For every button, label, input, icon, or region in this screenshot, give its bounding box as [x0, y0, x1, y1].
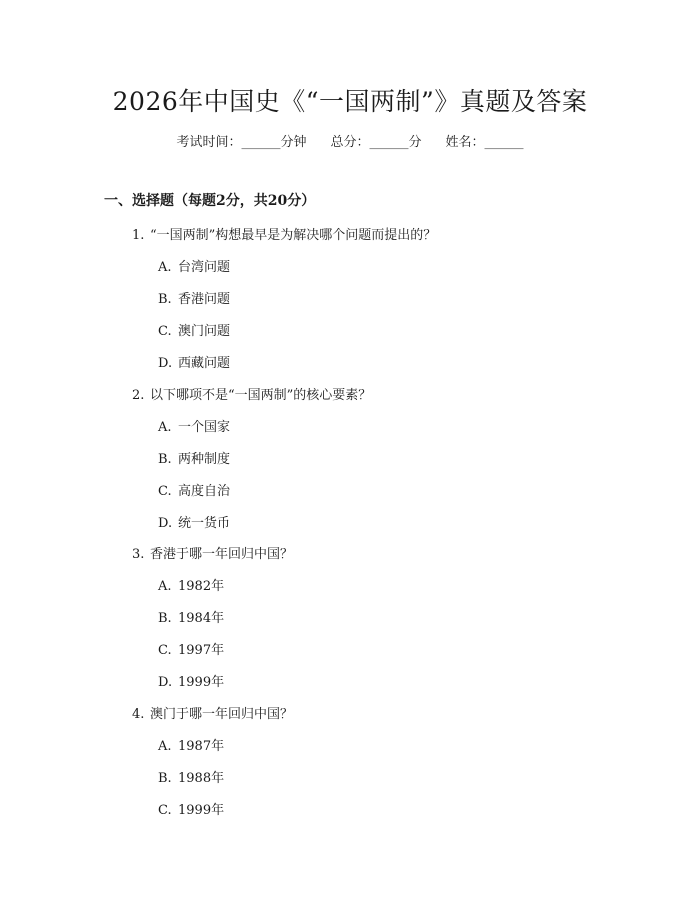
option-text: 1999年: [178, 803, 225, 818]
option-text: 两种制度: [178, 452, 231, 467]
option-1d: [158, 352, 230, 371]
question-number: 1.: [132, 228, 145, 243]
option-1b: [158, 288, 230, 307]
total-score-field: 总分：______分: [330, 135, 422, 150]
option-4b: [158, 767, 224, 786]
question-4: [132, 703, 293, 722]
option-text: 1987年: [178, 739, 225, 754]
question-text: 香港于哪一年回归中国？: [150, 547, 294, 562]
option-1a: [158, 256, 230, 275]
option-text: 台湾问题: [178, 260, 231, 275]
option-text: 香港问题: [178, 292, 231, 307]
option-letter: A.: [158, 579, 172, 594]
question-number: 4.: [132, 707, 145, 722]
option-text: 1982年: [178, 579, 225, 594]
question-1: [132, 224, 436, 243]
option-letter: D.: [158, 516, 173, 531]
option-letter: B.: [158, 771, 172, 786]
option-letter: C.: [158, 484, 172, 499]
question-3: [132, 543, 293, 562]
option-3d: [158, 671, 224, 690]
option-letter: A.: [158, 260, 172, 275]
option-text: 高度自治: [178, 484, 231, 499]
option-text: 统一货币: [178, 516, 231, 531]
option-letter: B.: [158, 292, 172, 307]
option-4a: [158, 735, 224, 754]
question-number: 3.: [132, 547, 145, 562]
option-2b: [158, 448, 230, 467]
option-text: 1999年: [178, 675, 225, 690]
section-heading: 一、选择题（每题2分，共20分）: [104, 193, 316, 209]
page-title: 2026年中国史《“一国两制”》真题及答案: [112, 87, 588, 116]
question-text: 澳门于哪一年回归中国？: [150, 707, 294, 722]
option-3a: [158, 575, 224, 594]
exam-time-field: 考试时间：______分钟: [176, 135, 307, 150]
option-2d: [158, 512, 230, 531]
option-4c: [158, 799, 224, 818]
question-number: 2.: [132, 388, 145, 403]
student-name-field: 姓名：______: [445, 135, 524, 150]
option-2a: [158, 416, 230, 435]
exam-meta-line: [0, 131, 700, 150]
option-letter: C.: [158, 324, 172, 339]
option-text: 一个国家: [178, 420, 231, 435]
option-letter: B.: [158, 452, 172, 467]
option-letter: D.: [158, 356, 173, 371]
option-letter: C.: [158, 643, 172, 658]
option-letter: B.: [158, 611, 172, 626]
option-1c: [158, 320, 230, 339]
option-text: 澳门问题: [178, 324, 231, 339]
question-text: “一国两制”构想最早是为解决哪个问题而提出的？: [150, 228, 437, 243]
option-letter: A.: [158, 739, 172, 754]
option-text: 1984年: [178, 611, 225, 626]
question-2: [132, 384, 371, 403]
option-letter: A.: [158, 420, 172, 435]
option-letter: C.: [158, 803, 172, 818]
option-3b: [158, 607, 224, 626]
option-text: 1997年: [178, 643, 225, 658]
option-2c: [158, 480, 230, 499]
option-text: 西藏问题: [178, 356, 231, 371]
option-text: 1988年: [178, 771, 225, 786]
option-3c: [158, 639, 224, 658]
option-letter: D.: [158, 675, 173, 690]
question-text: 以下哪项不是“一国两制”的核心要素？: [150, 388, 372, 403]
